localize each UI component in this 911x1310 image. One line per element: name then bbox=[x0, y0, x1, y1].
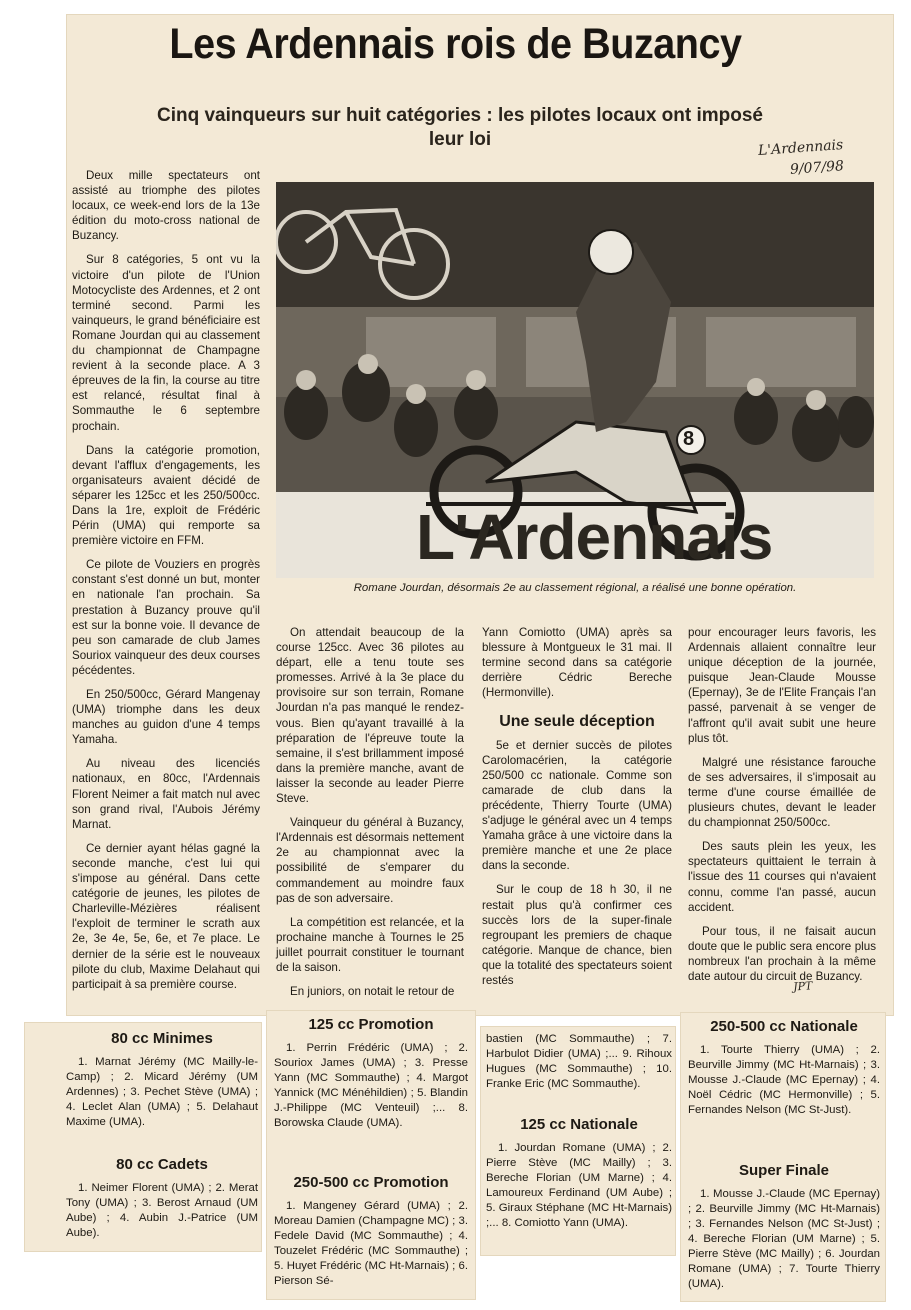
results-promo-250 bbox=[274, 1174, 468, 1295]
article-photo bbox=[276, 182, 874, 578]
paragraph: Pour tous, il ne faisait aucun doute que le public sera encore plus nombreux l'an prochain à la même date autour du circuit de Buzancy. bbox=[688, 924, 876, 983]
results-text: 1. Jourdan Romane (UMA) ; 2. Pierre Stève (MC Mailly) ; 3. Bereche Florian (UM Marne) ; 4. Lamoureux Ferdinand (UM Aube) ; 5. Giraux Stéphane (MC Ht-Marnais) ;... 8. Comiotto Yann (UMA). bbox=[486, 1142, 672, 1229]
article-column-2 bbox=[276, 625, 464, 1008]
results-text: 1. Perrin Frédéric (UMA) ; 2. Souriox James (UMA) ; 3. Presse Yann (MC Sommauthe) ; 4. Margot Yannick (MC Ménéhildien) ; 5. Blandin J.-Philippe (MC Venteuil) ;... 8. Borowska Claude (UMA). bbox=[274, 1042, 468, 1129]
paragraph: Dans la catégorie promotion, devant l'afflux d'engagements, les organisateurs avaient décidé de séparer les 125cc et les 250/500cc. Dans la 1re, exploit de Frédéric Périn (UMA) qui remporte sa première victoire en FFM. bbox=[72, 443, 260, 548]
results-minimes bbox=[66, 1030, 258, 1136]
paragraph: Malgré une résistance farouche de ses adversaires, il s'imposait au terme d'une course émaillée de plusieurs chutes, devant le leader du championnat 250/500cc. bbox=[688, 755, 876, 830]
article-column-3 bbox=[482, 625, 672, 997]
paragraph: Vainqueur du général à Buzancy, l'Ardennais est désormais nettement 2e au championnat avec la possibilité de s'emparer du commandement au moindre faux pas de son adversaire. bbox=[276, 816, 464, 905]
banner-text: L'Ardennais bbox=[416, 501, 773, 573]
section-heading: Une seule déception bbox=[499, 713, 655, 731]
paragraph: On attendait beaucoup de la course 125cc. Avec 36 pilotes au départ, elle a tenu toute ses promesses. Arrivé à la 3e place du provisoire sur son terrain, Romane Jourdan n'a pas manqué le rendez-vous. Bien qu'ayant travaillé à la préparation de l'épreuve toute la semaine, il s'est brillamment imposé dans la première manche, avant de laisser la seconde au leader Pierre Steve. bbox=[276, 626, 464, 806]
category-heading: 80 cc Minimes bbox=[111, 1030, 213, 1047]
category-heading: 80 cc Cadets bbox=[116, 1156, 208, 1173]
results-promo-125 bbox=[274, 1016, 468, 1137]
paragraph: Sur le coup de 18 h 30, il ne restait plus qu'à confirmer ces succès lors de la super-finale regroupant les premiers de chaque catégorie. Manque de chance, bien que la totalité des spectateurs soient restés bbox=[482, 883, 672, 987]
results-text: 1. Mousse J.-Claude (MC Epernay) ; 2. Beurville Jimmy (MC Ht-Marnais) ; 3. Fernandes Nelson (MC St-Just) ; 4. Bereche Florian (UM Marne) ; 5. Pierre Stève (MC Mailly) ; 6. Jourdan Romane (UMA) ; 7. Tourte Thierry (UMA). bbox=[688, 1188, 880, 1290]
handwritten-paper-name: L'Ardennais bbox=[757, 137, 844, 159]
category-heading: 250-500 cc Promotion bbox=[293, 1174, 449, 1191]
photo-caption: Romane Jourdan, désormais 2e au classement régional, a réalisé une bonne opération. bbox=[353, 582, 797, 594]
results-cadets bbox=[66, 1156, 258, 1247]
paragraph: Deux mille spectateurs ont assisté au triomphe des pilotes locaux, ce week-end lors de la 13e édition du moto-cross national de Buzancy. bbox=[72, 169, 260, 243]
category-heading: 125 cc Nationale bbox=[520, 1116, 638, 1133]
article-column-1 bbox=[72, 168, 260, 1001]
paragraph: 5e et dernier succès de pilotes Carolomacérien, la catégorie 250/500 cc nationale. Comme son camarade de club dans la précédente, Thierry Tourte (UMA) s'adjuge le général avec un 4 temps Yamaha grâce à une victoire dans la première manche et une 2e place dans la seconde. bbox=[482, 738, 672, 873]
paragraph: Ce pilote de Vouziers en progrès constant s'est donné un but, monter en nationale l'an prochain. Sa prestation à Buzancy prouve qu'il est sur la bonne voie. Il devance de peu son camarade de club James Souriox vainqueur des deux courses pécédentes. bbox=[72, 558, 260, 677]
handwritten-initials: JPT bbox=[792, 979, 813, 994]
paragraph: Au niveau des licenciés nationaux, en 80cc, l'Ardennais Florent Neimer a fait match nul avec son grand rival, l'Aubois Jérémy Marnat. bbox=[72, 757, 260, 831]
results-text: bastien (MC Sommauthe) ; 7. Harbulot Didier (UMA) ;... 9. Rihoux Hugues (MC Sommauthe) ; 10. Franke Eric (MC Sommauthe). bbox=[486, 1033, 672, 1090]
paragraph: pour encourager leurs favoris, les Ardennais allaient connaître leur unique déception de la journée, puisque Jean-Claude Mousse (Epernay), 3e de l'Elite Français l'an passé, parvenait à se venger de l'affront qu'il avait subit une heure plus tôt. bbox=[688, 626, 876, 745]
results-nationale-125 bbox=[486, 1116, 672, 1237]
paragraph: La compétition est relancée, et la prochaine manche à Tournes le 25 juillet pourrait constituer le tournant de la saison. bbox=[276, 915, 464, 974]
results-text: 1. Marnat Jérémy (MC Mailly-le-Camp) ; 2. Micard Jérémy (UM Ardennes) ; 3. Pechet Stève (UMA) ; 4. Leclet Alan (UMA) ; 5. Delahaut Maxime (UMA). bbox=[66, 1056, 258, 1128]
results-text: 1. Mangeney Gérard (UMA) ; 2. Moreau Damien (Champagne MC) ; 3. Fedele David (MC Sommauthe) ; 4. Touzelet Frédéric (MC Sommauthe) ; 5. Huyet Frédéric (MC Ht-Marnais) ; 6. Pierson Sé- bbox=[274, 1200, 468, 1287]
bike-number: 8 bbox=[683, 428, 695, 450]
results-text: 1. Tourte Thierry (UMA) ; 2. Beurville Jimmy (MC Ht-Marnais) ; 3. Mousse J.-Claude (MC Epernay) ; 4. Noël Cédric (MC Hermonville) ; 5. Fernandes Nelson (MC St-Just). bbox=[688, 1044, 880, 1116]
paragraph: Yann Comiotto (UMA) après sa blessure à Montgueux le 31 mai. Il termine second dans sa catégorie derrière Cédric Bereche (Hermonville). bbox=[482, 626, 672, 700]
results-nationale-250 bbox=[688, 1018, 880, 1124]
paragraph: Ce dernier ayant hélas gagné la seconde manche, c'est lui qui s'impose au général. Dans cette catégorie de jeunes, les pilotes de Charleville-Mézières réalisent l'exploit de terminer le scrath aux 2e, 3e 4e, 5e, 6e, et 7e place. Le dernier de la série est le nouveaux pilote du club, Maxime Delahaut qui participait à sa première course. bbox=[72, 841, 260, 991]
paragraph: Des sauts plein les yeux, les spectateurs quittaient le terrain à l'issue des 11 courses qui n'avaient connu, comme l'an passé, aucun accident. bbox=[688, 840, 876, 914]
results-super-finale bbox=[688, 1162, 880, 1298]
results-promo-250-continued bbox=[486, 1032, 672, 1098]
category-heading: 125 cc Promotion bbox=[308, 1016, 434, 1033]
category-heading: Super Finale bbox=[738, 1162, 830, 1179]
article-column-4 bbox=[688, 625, 876, 1008]
headline: Les Ardennais rois de Buzancy bbox=[169, 20, 742, 68]
category-heading: 250-500 cc Nationale bbox=[710, 1018, 858, 1035]
paragraph: En 250/500cc, Gérard Mangenay (UMA) triomphe dans les deux manches au guidon d'une 4 temps Yamaha. bbox=[72, 688, 260, 747]
results-text: 1. Neimer Florent (UMA) ; 2. Merat Tony (UMA) ; 3. Berost Arnaud (UM Aube) ; 4. Aubin J.-Patrice (UM Aube). bbox=[66, 1182, 258, 1239]
subheadline: Cinq vainqueurs sur huit catégories : les pilotes locaux ont imposé leur loi bbox=[156, 105, 763, 150]
paragraph: Sur 8 catégories, 5 ont vu la victoire d'un pilote de l'Union Motocycliste des Ardennes, et 2 ont terminé second. Parmi les vainqueurs, le grand bénéficiaire est Romane Jourdan qui au classement du championnat de Champagne revient à la seconde place. A 3 épreuves de la fin, la course au titre est relancé, résultat final à Sommauthe le 6 septembre prochain. bbox=[72, 253, 260, 433]
paragraph: En juniors, on notait le retour de bbox=[290, 985, 455, 999]
handwritten-date: 9/07/98 bbox=[789, 158, 845, 178]
